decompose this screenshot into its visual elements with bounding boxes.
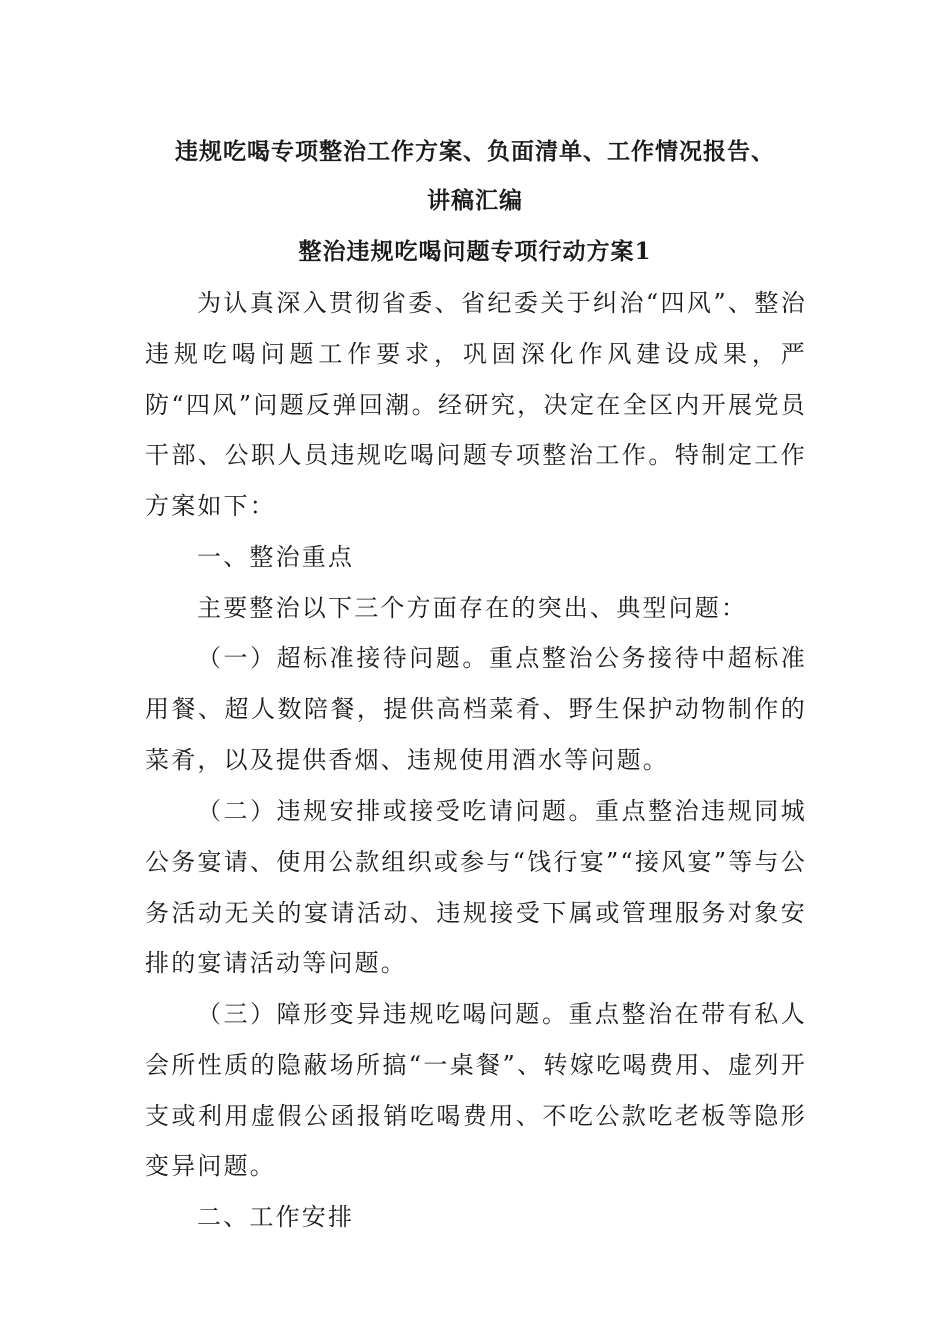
section-2-heading: 二、工作安排 xyxy=(197,1203,355,1231)
document-title-line-2: 讲稿汇编 xyxy=(427,187,523,214)
document-subtitle: 整治违规吃喝问题专项行动方案1 xyxy=(298,238,652,265)
item-3-paragraph: （三）障形变异违规吃喝问题。重点整治在带有私人会所性质的隐蔽场所搞“一桌餐”、转嫁吃喝费用、虚列开支或利用虚假公函报销吃喝费用、不吃公款吃老板等隐形变异问题。 xyxy=(145,1000,807,1181)
document-title-line-1: 违规吃喝专项整治工作方案、负面清单、工作情况报告、 xyxy=(175,138,775,165)
item-1-paragraph: （一）超标准接待问题。重点整治公务接待中超标准用餐、超人数陪餐，提供高档菜肴、野生保护动物制作的菜肴，以及提供香烟、违规使用酒水等问题。 xyxy=(145,644,807,774)
section-1-heading: 一、整治重点 xyxy=(197,543,355,571)
item-2-paragraph: （二）违规安排或接受吃请问题。重点整治违规同城公务宴请、使用公款组织或参与“饯行宴”“接风宴”等与公务活动无关的宴请活动、违规接受下属或管理服务对象安排的宴请活动等问题。 xyxy=(145,797,807,978)
intro-paragraph: 为认真深入贯彻省委、省纪委关于纠治“四风”、整治违规吃喝问题工作要求，巩固深化作风建设成果，严防“四风”问题反弹回潮。经研究，决定在全区内开展党员干部、公职人员违规吃喝问题专项整治工作。特制定工作方案如下： xyxy=(145,289,807,521)
section-1-lead-paragraph: 主要整治以下三个方面存在的突出、典型问题： xyxy=(197,594,748,622)
